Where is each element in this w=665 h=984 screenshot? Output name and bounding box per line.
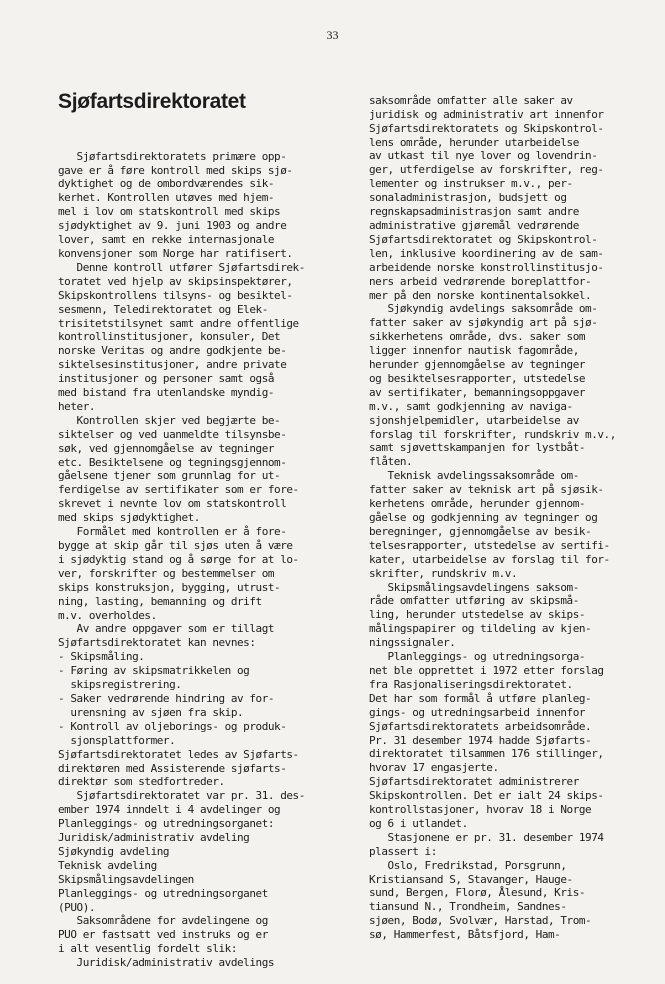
text-line: fatter saker av teknisk art på sjøsik- bbox=[369, 483, 604, 497]
text-line: etc. Besiktelsene og tegningsgjennom- bbox=[58, 455, 287, 469]
text-line: i alt vesentlig fordelt slik: bbox=[58, 942, 238, 956]
text-line: kerhetens område, herunder gjennom- bbox=[369, 497, 586, 511]
text-line: sesmenn, Teledirektoratet og Elek- bbox=[58, 302, 268, 316]
text-line: Sjøkyndig avdeling bbox=[58, 844, 170, 858]
text-line: siktelsesinstitusjoner, andre private bbox=[58, 358, 287, 372]
text-line: m.v., samt godkjenning av naviga- bbox=[369, 399, 573, 413]
text-line: sjøen, Bodø, Svolvær, Harstad, Trom- bbox=[369, 914, 592, 928]
text-line: med skips sjødyktighet. bbox=[58, 511, 200, 525]
text-line: sjonsplattformer. bbox=[58, 733, 176, 747]
text-line: mel i lov om statskontroll med skips bbox=[58, 205, 281, 219]
text-line: direktør som stedfortreder. bbox=[58, 775, 225, 789]
text-line: forslag til forskrifter, rundskriv m.v., bbox=[369, 427, 616, 441]
text-line: Kontrollen skjer ved begjærte be- bbox=[58, 413, 281, 427]
text-line: PUO er fastsatt ved instruks og er bbox=[58, 928, 268, 942]
text-line: flåten. bbox=[369, 455, 413, 469]
text-line: Oslo, Fredrikstad, Porsgrunn, bbox=[369, 858, 567, 872]
text-line: sø, Hammerfest, Båtsfjord, Ham- bbox=[369, 928, 561, 942]
text-line: Sjøkyndig avdelings saksområde om- bbox=[369, 302, 598, 316]
text-line: målingspapirer og tildeling av kjen- bbox=[369, 622, 592, 636]
text-line: Sjøfartsdirektoratet var pr. 31. des- bbox=[58, 789, 305, 803]
text-line: hvorav 17 engasjerte. bbox=[369, 761, 499, 775]
text-line: Juridisk/administrativ avdeling bbox=[58, 831, 250, 845]
text-line: sjonshjelpemidler, utarbeidelse av bbox=[369, 413, 579, 427]
text-line: ember 1974 inndelt i 4 avdelinger og bbox=[58, 803, 281, 817]
text-line: Stasjonene er pr. 31. desember 1974 bbox=[369, 830, 604, 844]
text-line: av utkast til nye lover og lovendrin- bbox=[369, 149, 598, 163]
text-line: trisitetstilsynet samt andre offentlige bbox=[58, 316, 299, 330]
text-line: Teknisk avdelingssaksområde om- bbox=[369, 469, 579, 483]
text-line: Skipskontrollen. Det er ialt 24 skips- bbox=[369, 789, 604, 803]
text-line: Denne kontroll utfører Sjøfartsdirek- bbox=[58, 260, 305, 274]
text-line: gave er å føre kontroll med skips sjø- bbox=[58, 163, 293, 177]
text-line: mer på den norske kontinentalsokkel. bbox=[369, 288, 592, 302]
text-line: kater, utarbeidelse av forslag til for- bbox=[369, 552, 610, 566]
text-line: len, inklusive koordinering av de sam- bbox=[369, 246, 604, 260]
text-line: - Skipsmåling. bbox=[58, 650, 145, 664]
text-line: Pr. 31 desember 1974 hadde Sjøfarts- bbox=[369, 733, 592, 747]
text-line: Skipsmålingsavdelingen bbox=[58, 872, 194, 886]
text-line: Sjøfartsdirektoratets arbeidsområde. bbox=[369, 719, 592, 733]
text-line: telsesrapporter, utstedelse av sertifi- bbox=[369, 538, 610, 552]
text-line: og besiktelsesrapporter, utstedelse bbox=[369, 371, 586, 385]
text-line: saksområde omfatter alle saker av bbox=[369, 93, 573, 107]
text-line: ligger innenfor nautisk fagområde, bbox=[369, 344, 579, 358]
text-line: gåelsene tjener som grunnlag for ut- bbox=[58, 469, 281, 483]
text-line: direktoratet tilsammen 176 stillinger, bbox=[369, 747, 604, 761]
text-line: institusjoner og personer samt også bbox=[58, 372, 275, 386]
text-line: (PUO). bbox=[58, 900, 96, 914]
text-line: juridisk og administrativ art innenfor bbox=[369, 107, 604, 121]
text-line: net ble opprettet i 1972 etter forslag bbox=[369, 663, 604, 677]
text-line: skrevet i nevnte lov om statskontroll bbox=[58, 497, 287, 511]
text-line: ferdigelse av sertifikater som er fore- bbox=[58, 483, 299, 497]
text-line: urensning av sjøen fra skip. bbox=[58, 705, 244, 719]
text-line: Teknisk avdeling bbox=[58, 858, 157, 872]
right-column-text bbox=[369, 94, 654, 942]
text-line: - Kontroll av oljeborings- og produk- bbox=[58, 719, 287, 733]
left-column bbox=[58, 62, 348, 984]
right-column bbox=[369, 66, 654, 956]
text-line: arbeidende norske konstrollinstitusjo- bbox=[369, 260, 604, 274]
text-line: Skipsmålingsavdelingens saksom- bbox=[369, 580, 579, 594]
left-column-text bbox=[58, 150, 348, 970]
text-line: ver, forskrifter og bestemmelser om bbox=[58, 566, 275, 580]
text-line: gåelse og godkjenning av tegninger og bbox=[369, 511, 598, 524]
text-line: m.v. overholdes. bbox=[58, 608, 157, 622]
text-line: ger, utferdigelse av forskrifter, reg- bbox=[369, 163, 604, 177]
text-line: - Saker vedrørende hindring av for- bbox=[58, 691, 275, 705]
text-line: søk, ved gjennomgåelse av tegninger bbox=[58, 441, 275, 455]
text-line: toratet ved hjelp av skipsinspektører, bbox=[58, 274, 293, 288]
text-line: fatter saker av sjøkyndig art på sjø- bbox=[369, 316, 598, 330]
text-line: konvensjoner som Norge har ratifisert. bbox=[58, 246, 293, 260]
text-line: kontrollstasjoner, hvorav 18 i Norge bbox=[369, 803, 592, 817]
text-line: bygge at skip går til sjøs uten å være bbox=[58, 539, 293, 552]
text-line: plassert i: bbox=[369, 844, 437, 858]
page-title: Sjøfartsdirektoratet bbox=[58, 89, 246, 113]
text-line: sonaladministrasjon, budsjett og bbox=[369, 191, 567, 205]
text-line: ning, lasting, bemanning og drift bbox=[58, 594, 262, 608]
text-line: skipsregistrering. bbox=[58, 678, 182, 692]
text-line: Formålet med kontrollen er å fore- bbox=[58, 525, 287, 539]
text-line: Planleggings- og utredningsorganet: bbox=[58, 817, 275, 831]
text-line: Sjøfartsdirektoratet ledes av Sjøfarts- bbox=[58, 747, 299, 761]
text-line: Kristiansand S, Stavanger, Hauge- bbox=[369, 872, 573, 886]
text-line: beregninger, gjennomgåelse av besik- bbox=[369, 524, 592, 538]
text-line: skrifter, rundskriv m.v. bbox=[369, 566, 518, 580]
text-line: ningssignaler. bbox=[369, 636, 456, 650]
text-line: samt sjøvettskampanjen for lystbåt- bbox=[369, 441, 586, 455]
text-line: råde omfatter utføring av skipsmå- bbox=[369, 594, 579, 608]
text-line: herunder gjennomgåelse av tegninger bbox=[369, 358, 586, 372]
text-line: Juridisk/administrativ avdelings bbox=[58, 956, 275, 970]
text-line: ners arbeid vedrørende boreplattfor- bbox=[369, 274, 592, 288]
text-line: lover, samt en rekke internasjonale bbox=[58, 233, 275, 247]
text-line: Sjøfartsdirektoratet kan nevnes: bbox=[58, 636, 256, 650]
text-line: gings- og utredningsarbeid innenfor bbox=[369, 705, 586, 719]
text-line: av sertifikater, bemanningsoppgaver bbox=[369, 385, 586, 399]
text-line: med bistand fra utenlandske myndig- bbox=[58, 386, 275, 400]
text-line: Saksområdene for avdelingene og bbox=[58, 914, 268, 928]
text-line: kerhet. Kontrollen utøves med hjem- bbox=[58, 191, 275, 205]
text-line: sund, Bergen, Florø, Ålesund, Kris- bbox=[369, 886, 586, 900]
text-line: Sjøfartsdirektoratets primære opp- bbox=[58, 149, 287, 163]
text-line: ling, herunder utstedelse av skips- bbox=[369, 608, 586, 622]
text-line: Planleggings- og utredningsorganet bbox=[58, 886, 268, 900]
text-line: siktelser og ved uanmeldte tilsynsbe- bbox=[58, 427, 287, 441]
text-line: heter. bbox=[58, 399, 96, 413]
text-line: administrative gjøremål vedrørende bbox=[369, 218, 579, 232]
text-line: Sjøfartsdirektoratets og Skipskontrol- bbox=[369, 121, 604, 135]
text-line: Av andre oppgaver som er tillagt bbox=[58, 622, 275, 636]
text-line: lens område, herunder utarbeidelse bbox=[369, 135, 579, 149]
text-line: kontrollinstitusjoner, konsuler, Det bbox=[58, 330, 281, 344]
text-line: direktøren med Assisterende sjøfarts- bbox=[58, 761, 287, 775]
text-line: i sjødyktig stand og å sørge for at lo- bbox=[58, 552, 299, 566]
text-line: og 6 i utlandet. bbox=[369, 816, 468, 830]
text-line: tiansund N., Trondheim, Sandnes- bbox=[369, 900, 567, 914]
text-line: dyktighet og de ombordværendes sik- bbox=[58, 177, 275, 191]
page-number: 33 bbox=[326, 28, 339, 42]
text-line: Sjøfartsdirektoratet og Skipskontrol- bbox=[369, 232, 598, 246]
text-line: fra Rasjonaliseringsdirektoratet. bbox=[369, 677, 573, 691]
text-line: regnskapsadministrasjon samt andre bbox=[369, 205, 579, 219]
text-line: norske Veritas og andre godkjente be- bbox=[58, 344, 287, 358]
text-line: Sjøfartsdirektoratet administrerer bbox=[369, 775, 579, 789]
text-line: Planleggings- og utredningsorga- bbox=[369, 650, 586, 664]
text-line: Skipskontrollens tilsyns- og besiktel- bbox=[58, 288, 293, 302]
text-line: sikkerhetens område, dvs. saker som bbox=[369, 330, 586, 344]
text-line: - Føring av skipsmatrikkelen og bbox=[58, 664, 250, 678]
text-line: sjødyktighet av 9. juni 1903 og andre bbox=[58, 219, 287, 233]
text-line: Det har som formål å utføre planleg- bbox=[369, 691, 592, 705]
text-line: lementer og instrukser m.v., per- bbox=[369, 177, 573, 191]
text-line: skips konstruksjon, bygging, utrust- bbox=[58, 580, 281, 594]
